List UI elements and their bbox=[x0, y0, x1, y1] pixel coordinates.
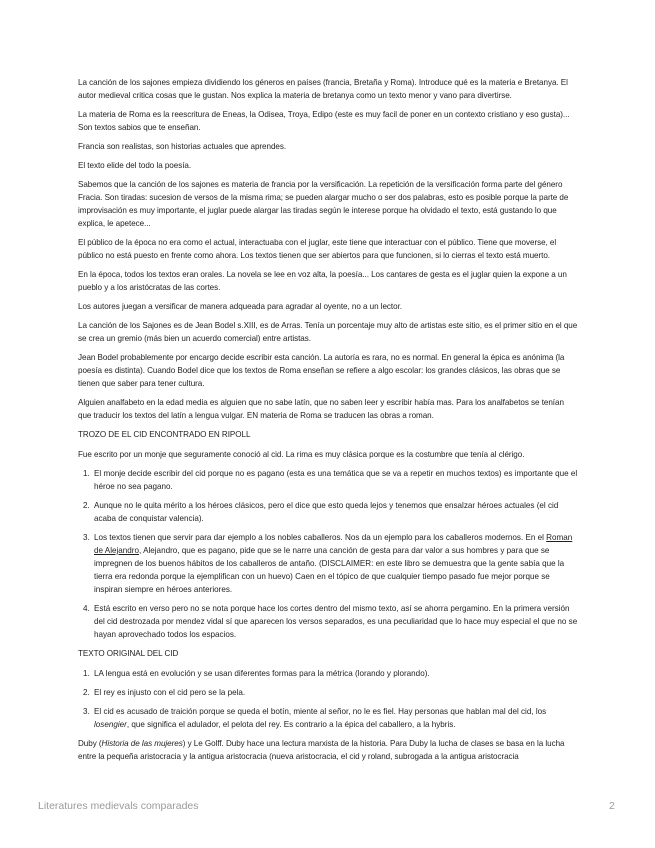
section-heading-cid-ripoll: TROZO DE EL CID ENCONTRADO EN RIPOLL bbox=[78, 430, 251, 439]
paragraph: En la época, todos los textos eran orales. La novela se lee en voz alta, la poesía... Los cantares de gesta es el juglar quien la expone a un pueblo y a los aristócratas de las cortes. bbox=[78, 270, 567, 292]
page-number: 2 bbox=[609, 800, 615, 812]
paragraph: El público de la época no era como el actual, interactuaba con el juglar, este tiene que interactuar con el público. Tiene que moverse, el público no está puesto en frente como ahora. Los textos tienen que ser abiertos para que funcionen, si lo cierras el texto está muerto. bbox=[78, 238, 557, 260]
cid-ripoll-list bbox=[78, 467, 578, 641]
paragraph: El texto elide del todo la poesía. bbox=[78, 161, 192, 170]
section-intro: Fue escrito por un monje que seguramente conoció al cid. La rima es muy clásica porque es la costumbre que tenía al clérigo. bbox=[78, 450, 525, 459]
paragraph: Los autores juegan a versificar de manera adqueada para agradar al oyente, no a un lector. bbox=[78, 302, 402, 311]
list-item: 2. Aunque no le quita mérito a los héroes clásicos, pero el dice que esto queda lejos y tenemos que ensalzar héroes actuales (el cid acaba de conquistar valencia). bbox=[92, 499, 578, 525]
paragraph: Francia son realistas, son historias actuales que aprendes. bbox=[78, 142, 287, 151]
list-item-text: , Alejandro, que es pagano, pide que se le narre una canción de gesta para dar valor a sus hombres y para que se impregnen de los buenos hábitos de los caballeros de antaño. (DISCLAIMER: en este libro se demuestra que la gente sabía que la tierra era redonda porque la ejemplifican con un huevo) Caen en el tópico de que cualquier tiempo pasado fue mejor porque se inspiran siempre en héroes anteriores. bbox=[94, 546, 565, 594]
list-item bbox=[92, 531, 578, 596]
list-item: 2. El rey es injusto con el cid pero se la pela. bbox=[92, 686, 578, 699]
italic-term: losengier bbox=[94, 720, 127, 729]
section-heading-texto-original: TEXTO ORIGINAL DEL CID bbox=[78, 649, 179, 658]
footer-title: Literatures medievals comparades bbox=[38, 800, 199, 812]
list-item: 4. Está escrito en verso pero no se nota porque hace los cortes dentro del mismo texto, así se ahorra pergamino. En la primera versión del cid destrozada por mendez vidal sí que aparecen los versos separados, es una peculiaridad que lo hace muy especial el que no se hayan aprovechado todos los espacios. bbox=[92, 602, 578, 641]
list-item: 1. LA lengua está en evolución y se usan diferentes formas para la métrica (lorando y plorando). bbox=[92, 667, 578, 680]
list-item-text: Los textos tienen que servir para dar ejemplo a los nobles caballeros. Nos da un ejemplo para los caballeros modernos. En el bbox=[94, 533, 547, 542]
paragraph: Sabemos que la canción de los sajones es materia de francia por la versificación. La repetición de la versificación forma parte del género Fracia. Son tiradas: sucesion de versos de la misma rima; se pueden alargar mucho o ser dos palabras, esto es posible porque la parte de improvisación es muy importante, el juglar puede alargar las tiradas según le interese porque ha olvidado el texto, está gustando lo que explica, le apetece... bbox=[78, 180, 569, 228]
paragraph: La canción de los sajones empieza dividiendo los géneros en países (francia, Bretaña y Roma). Introduce qué es la materia e Bretanya. El autor medieval critica cosas que le gustan. Nos explica la materia de bretanya como un texto menor y vano para divertirse. bbox=[78, 78, 568, 100]
paragraph: La materia de Roma es la reescritura de Eneas, la Odisea, Troya, Edipo (este es muy facil de poner en un contexto cristiano y eso gusta)... Son textos sabios que te enseñan. bbox=[78, 110, 570, 132]
closing-text: Duby ( bbox=[78, 739, 102, 748]
closing-text: ) y Le Golff. Duby hace una lectura marxista de la historia. Para Duby la lucha de clases se basa en la lucha entre la pequeña aristocracia y la antigua aristocracia (nueva aristocracia, el cid y roland, subrogada a la antigua aristocracia bbox=[78, 739, 565, 761]
roman-de-alejandro-link[interactable]: Roman de Alejandro bbox=[94, 533, 573, 555]
paragraph: Jean Bodel probablemente por encargo decide escribir esta canción. La autoría es rara, no es normal. En general la épica es anónima (la poesía es distinta). Cuando Bodel dice que los textos de Roma enseñan se refiere a algo escolar: los grandes clásicos, las obras que se tienen que saber para tener cultura. bbox=[78, 353, 565, 388]
book-title: Historia de las mujeres bbox=[101, 739, 183, 748]
paragraph: La canción de los Sajones es de Jean Bodel s.XIII, es de Arras. Tenía un porcentaje muy alto de artistas este sitio, es el primer sitio en el que se crea un gremio (más bien un acuerdo comercial) entre artistas. bbox=[78, 321, 578, 343]
document-body bbox=[78, 76, 578, 769]
closing-paragraph bbox=[78, 737, 578, 763]
texto-original-list bbox=[78, 667, 578, 731]
paragraph: Alguien analfabeto en la edad media es alguien que no sabe latín, que no saben leer y escribir había mas. Para los analfabetos se tenían que traducir los textos del latín a lengua vulgar. EN materia de Roma se traducen las obras a roman. bbox=[78, 398, 564, 420]
list-item-text: , que significa el adulador, el pelota del rey. Es contrario a la épica del caballero, a la hybris. bbox=[126, 720, 456, 729]
list-item-text: El cid es acusado de traición porque se queda el botín, miente al señor, no le es fiel. Hay personas que hablan mal del cid, los bbox=[94, 707, 547, 716]
list-item bbox=[92, 705, 578, 731]
list-item: 1. El monje decide escribir del cid porque no es pagano (esta es una temática que se va a repetir en muchos textos) es importante que el héroe no sea pagano. bbox=[92, 467, 578, 493]
